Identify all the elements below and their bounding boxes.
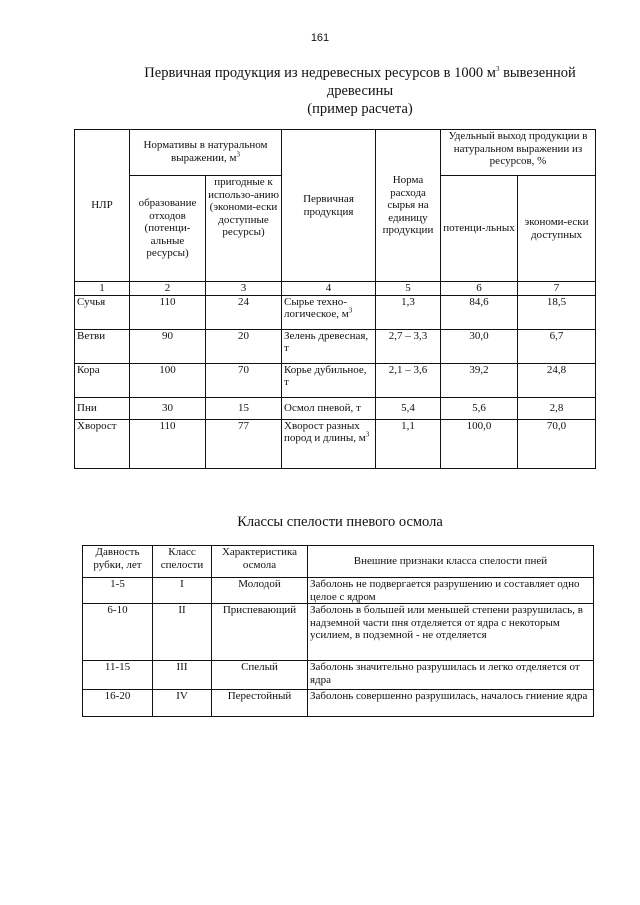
header-primary-product: Первичная продукция <box>282 130 376 282</box>
title-line-2: древесины <box>326 83 394 99</box>
column-number: 6 <box>441 282 518 296</box>
cell-signs: Заболонь в большей или меньшей степени разрушилась, в надземной части пня отделяется от ядра с некоторым усилием, в подземной - не отделяется <box>308 604 594 661</box>
page-title <box>0 64 640 118</box>
title-line-3: (пример расчета) <box>307 101 413 117</box>
cell-class: III <box>153 661 212 690</box>
column-number: 5 <box>376 282 441 296</box>
cell-suitable: 20 <box>206 329 282 363</box>
cell-waste: 90 <box>130 329 206 363</box>
header-age: Давность рубки, лет <box>83 546 153 578</box>
cell-characteristic: Перестойный <box>212 690 308 717</box>
table-row <box>83 690 594 717</box>
cell-age: 1-5 <box>83 578 153 604</box>
cell-product: Зелень древесная, т <box>282 329 376 363</box>
header-class: Класс спелости <box>153 546 212 578</box>
header-waste-formation: образование отходов (потенци-альные ресурсы) <box>130 176 206 282</box>
header-suitable: пригодные к использо-анию (экономи-ески доступные ресурсы) <box>206 176 282 282</box>
cell-rate: 2,1 – 3,6 <box>376 363 441 397</box>
cell-product: Хворост разных пород и длины, $м^3$ <box>282 419 376 468</box>
cell-class: II <box>153 604 212 661</box>
cell-rate: 5,4 <box>376 397 441 419</box>
header-rate: Норма расхода сырья на единицу продукции <box>376 130 441 282</box>
header-economic: экономи-ески доступных <box>518 176 596 282</box>
resources-table <box>74 129 596 469</box>
cell-rate: 1,3 <box>376 295 441 329</box>
cell-characteristic: Спелый <box>212 661 308 690</box>
cell-name: Хворост <box>75 419 130 468</box>
cell-rate: 2,7 – 3,3 <box>376 329 441 363</box>
maturity-classes-table <box>82 545 594 717</box>
cell-characteristic: Приспевающий <box>212 604 308 661</box>
header-signs: Внешние признаки класса спелости пней <box>308 546 594 578</box>
table-row <box>75 295 596 329</box>
column-number: 1 <box>75 282 130 296</box>
header-yield-group: Удельный выход продукции в натуральном выражении из ресурсов, % <box>441 130 596 176</box>
cell-name: Ветви <box>75 329 130 363</box>
header-nlr: НЛР <box>75 130 130 282</box>
table-row <box>83 604 594 661</box>
column-number: 3 <box>206 282 282 296</box>
cell-class: I <box>153 578 212 604</box>
cell-signs: Заболонь значительно разрушилась и легко отделяется от ядра <box>308 661 594 690</box>
cell-age: 16-20 <box>83 690 153 717</box>
cell-suitable: 70 <box>206 363 282 397</box>
cell-potential: 30,0 <box>441 329 518 363</box>
cell-economic: 24,8 <box>518 363 596 397</box>
cell-potential: 5,6 <box>441 397 518 419</box>
cell-name: Пни <box>75 397 130 419</box>
cell-age: 6-10 <box>83 604 153 661</box>
cell-economic: 6,7 <box>518 329 596 363</box>
cell-suitable: 15 <box>206 397 282 419</box>
cell-signs: Заболонь не подвергается разрушению и составляет одно целое с ядром <box>308 578 594 604</box>
cell-waste: 30 <box>130 397 206 419</box>
cell-name: Кора <box>75 363 130 397</box>
cell-potential: 84,6 <box>441 295 518 329</box>
table-row <box>75 363 596 397</box>
column-numbers-row <box>75 282 596 296</box>
column-number: 7 <box>518 282 596 296</box>
header-potential: потенци-льных <box>441 176 518 282</box>
header-characteristic: Характеристика осмола <box>212 546 308 578</box>
cell-rate: 1,1 <box>376 419 441 468</box>
cell-waste: 110 <box>130 295 206 329</box>
cell-name: Сучья <box>75 295 130 329</box>
cell-class: IV <box>153 690 212 717</box>
column-number: 4 <box>282 282 376 296</box>
header-norms-group: Нормативы в натуральном выражении, $м^3$ <box>130 130 282 176</box>
cell-age: 11-15 <box>83 661 153 690</box>
table-row <box>75 397 596 419</box>
cell-economic: 70,0 <box>518 419 596 468</box>
cell-potential: 39,2 <box>441 363 518 397</box>
table-row <box>75 329 596 363</box>
cell-waste: 100 <box>130 363 206 397</box>
cell-product: Осмол пневой, т <box>282 397 376 419</box>
title-line-1: Первичная продукция из недревесных ресурсов в 1000 $м^3$ вывезенной <box>144 65 576 81</box>
cell-product: Корье дубильное, т <box>282 363 376 397</box>
cell-signs: Заболонь совершенно разрушилась, началось гниение ядра <box>308 690 594 717</box>
table-row <box>83 661 594 690</box>
section-title: Классы спелости пневого осмола <box>237 514 443 530</box>
cell-product: Сырье техно-логическое, $м^3$ <box>282 295 376 329</box>
column-number: 2 <box>130 282 206 296</box>
cell-potential: 100,0 <box>441 419 518 468</box>
cell-characteristic: Молодой <box>212 578 308 604</box>
cell-waste: 110 <box>130 419 206 468</box>
cell-suitable: 24 <box>206 295 282 329</box>
cell-economic: 18,5 <box>518 295 596 329</box>
table-row <box>75 419 596 468</box>
table-row <box>83 578 594 604</box>
page-number: 161 <box>310 32 330 44</box>
cell-suitable: 77 <box>206 419 282 468</box>
cell-economic: 2,8 <box>518 397 596 419</box>
